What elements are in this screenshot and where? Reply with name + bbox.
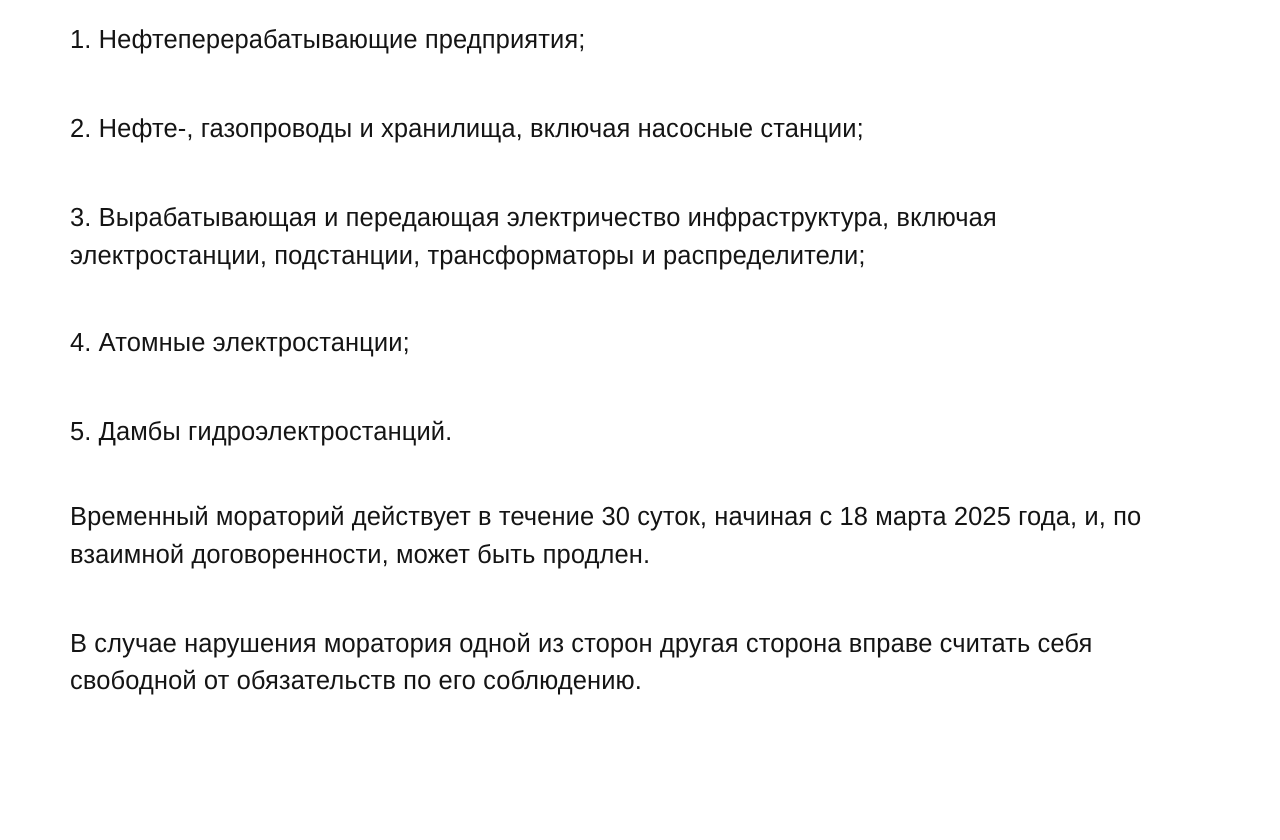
list-item: 5. Дамбы гидроэлектростанций. bbox=[70, 418, 453, 447]
list-item: 2. Нефте-, газопроводы и хранилища, включая насосные станции; bbox=[70, 115, 864, 144]
list-item: 4. Атомные электростанции; bbox=[70, 328, 410, 357]
list-item: 1. Нефтеперерабатывающие предприятия; bbox=[70, 26, 586, 54]
body-paragraph: В случае нарушения моратория одной из сторон другая сторона вправе считать себя свободной от обязательств по его соблюдению. bbox=[70, 629, 1100, 695]
list-item: 3. Вырабатывающая и передающая электричество инфраструктура, включая электростанции, подстанции, трансформаторы и распределители; bbox=[70, 204, 1005, 270]
body-paragraph: Временный мораторий действует в течение 30 суток, начиная с 18 марта 2025 года, и, по взаимной договоренности, может быть продлен. bbox=[70, 503, 1149, 569]
document-body bbox=[70, 22, 1196, 700]
